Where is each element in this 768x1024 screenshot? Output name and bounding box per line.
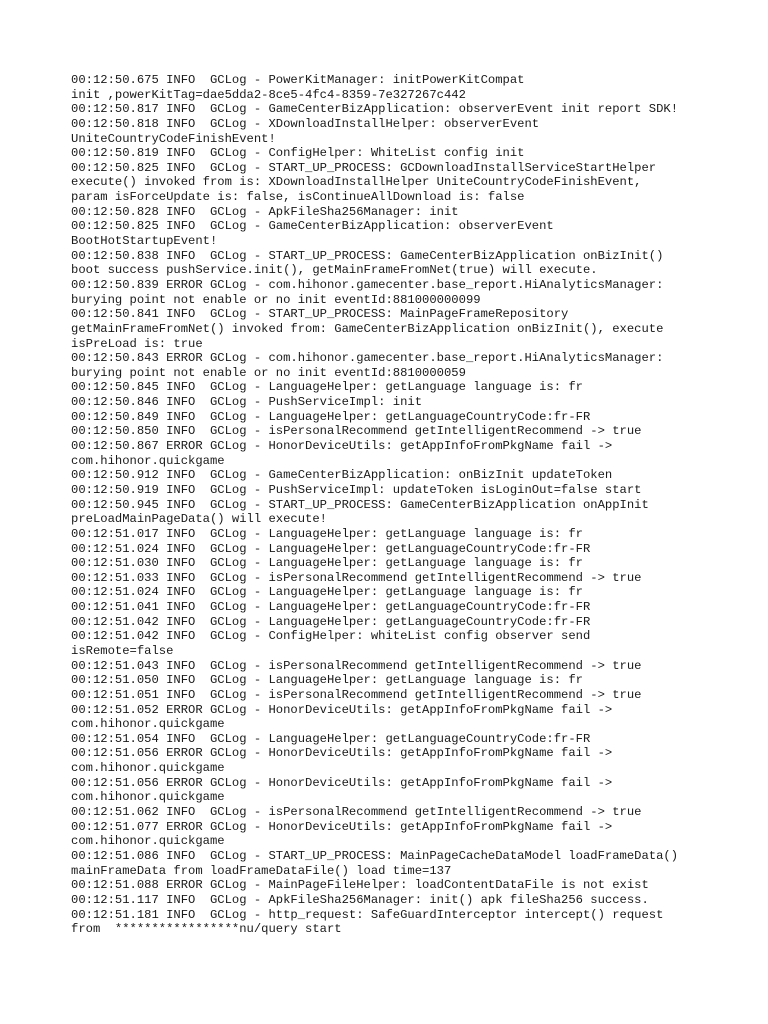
log-line: 00:12:50.817 INFO GCLog - GameCenterBizApplication: observerEvent init report SDK!	[71, 102, 679, 117]
log-line: 00:12:50.675 INFO GCLog - PowerKitManager: initPowerKitCompat	[71, 73, 525, 87]
log-line: 00:12:51.024 INFO GCLog - LanguageHelper: getLanguage language is: fr	[71, 585, 583, 600]
log-line: 00:12:50.839 ERROR GCLog - com.hihonor.gamecenter.base_report.HiAnalyticsManager:	[71, 277, 664, 292]
log-line: 00:12:50.867 ERROR GCLog - HonorDeviceUtils: getAppInfoFromPkgName fail ->	[71, 439, 613, 454]
log-line: 00:12:50.818 INFO GCLog - XDownloadInstallHelper: observerEvent	[71, 116, 540, 131]
log-line: burying point not enable or no init eventId:8810000059	[71, 365, 466, 380]
log-line: 00:12:50.919 INFO GCLog - PushServiceImpl: updateToken isLoginOut=false start	[71, 482, 642, 497]
log-line: init ,powerKitTag=dae5dda2-8ce5-4fc4-8359-7e327267c442	[71, 87, 466, 102]
log-line: 00:12:51.033 INFO GCLog - isPersonalRecommend getIntelligentRecommend -> true	[71, 570, 642, 585]
log-line: 00:12:50.828 INFO GCLog - ApkFileSha256Manager: init	[71, 204, 459, 219]
log-line: 00:12:50.838 INFO GCLog - START_UP_PROCESS: GameCenterBizApplication onBizInit()	[71, 248, 664, 263]
log-line: 00:12:51.052 ERROR GCLog - HonorDeviceUtils: getAppInfoFromPkgName fail ->	[71, 702, 613, 717]
log-line: boot success pushService.init(), getMainFrameFromNet(true) will execute.	[71, 263, 598, 278]
log-line: com.hihonor.quickgame	[71, 717, 225, 732]
log-line: execute() invoked from is: XDownloadInstallHelper UniteCountryCodeFinishEvent,	[71, 175, 642, 190]
log-line: param isForceUpdate is: false, isContinueAllDownload is: false	[71, 190, 525, 205]
log-line: 00:12:51.077 ERROR GCLog - HonorDeviceUtils: getAppInfoFromPkgName fail ->	[71, 819, 613, 834]
log-line: 00:12:50.843 ERROR GCLog - com.hihonor.gamecenter.base_report.HiAnalyticsManager:	[71, 351, 664, 366]
log-line: 00:12:51.086 INFO GCLog - START_UP_PROCESS: MainPageCacheDataModel loadFrameData()	[71, 848, 679, 863]
log-line: 00:12:51.042 INFO GCLog - LanguageHelper: getLanguageCountryCode:fr-FR	[71, 614, 591, 629]
log-line: 00:12:51.017 INFO GCLog - LanguageHelper: getLanguage language is: fr	[71, 526, 583, 541]
log-line: 00:12:50.825 INFO GCLog - GameCenterBizApplication: observerEvent	[71, 219, 554, 234]
log-line: burying point not enable or no init eventId:881000000099	[71, 292, 481, 307]
log-line: com.hihonor.quickgame	[71, 790, 225, 805]
log-line: 00:12:51.117 INFO GCLog - ApkFileSha256Manager: init() apk fileSha256 success.	[71, 892, 649, 907]
log-line: 00:12:51.062 INFO GCLog - isPersonalRecommend getIntelligentRecommend -> true	[71, 805, 642, 820]
log-line: 00:12:51.088 ERROR GCLog - MainPageFileHelper: loadContentDataFile is not exist	[71, 878, 649, 893]
log-line: 00:12:51.050 INFO GCLog - LanguageHelper: getLanguage language is: fr	[71, 673, 583, 688]
log-line: 00:12:50.849 INFO GCLog - LanguageHelper: getLanguageCountryCode:fr-FR	[71, 409, 591, 424]
log-line: 00:12:51.024 INFO GCLog - LanguageHelper: getLanguageCountryCode:fr-FR	[71, 541, 591, 556]
log-line: 00:12:50.825 INFO GCLog - START_UP_PROCESS: GCDownloadInstallServiceStartHelper	[71, 160, 657, 175]
log-line: 00:12:51.051 INFO GCLog - isPersonalRecommend getIntelligentRecommend -> true	[71, 687, 642, 702]
log-line: com.hihonor.quickgame	[71, 453, 225, 468]
log-line: 00:12:51.054 INFO GCLog - LanguageHelper: getLanguageCountryCode:fr-FR	[71, 731, 591, 746]
log-line: UniteCountryCodeFinishEvent!	[71, 131, 276, 146]
log-line: 00:12:50.845 INFO GCLog - LanguageHelper: getLanguage language is: fr	[71, 380, 583, 395]
log-line: 00:12:51.181 INFO GCLog - http_request: SafeGuardInterceptor intercept() request	[71, 907, 664, 922]
log-line: 00:12:50.841 INFO GCLog - START_UP_PROCESS: MainPageFrameRepository	[71, 307, 569, 322]
log-line: 00:12:50.945 INFO GCLog - START_UP_PROCESS: GameCenterBizApplication onAppInit	[71, 497, 649, 512]
log-line: isPreLoad is: true	[71, 336, 203, 351]
log-line: 00:12:50.912 INFO GCLog - GameCenterBizApplication: onBizInit updateToken	[71, 468, 613, 483]
log-line: BootHotStartupEvent!	[71, 234, 218, 249]
log-line: 00:12:51.056 ERROR GCLog - HonorDeviceUtils: getAppInfoFromPkgName fail ->	[71, 746, 613, 761]
log-line: 00:12:51.043 INFO GCLog - isPersonalRecommend getIntelligentRecommend -> true	[71, 658, 642, 673]
log-line: 00:12:51.030 INFO GCLog - LanguageHelper: getLanguage language is: fr	[71, 556, 583, 571]
log-line: com.hihonor.quickgame	[71, 834, 225, 849]
log-line: 00:12:51.041 INFO GCLog - LanguageHelper: getLanguageCountryCode:fr-FR	[71, 600, 591, 615]
log-text-block	[71, 73, 711, 937]
log-line: mainFrameData from loadFrameDataFile() load time=137	[71, 863, 452, 878]
log-line: preLoadMainPageData() will execute!	[71, 512, 327, 527]
log-line: 00:12:50.819 INFO GCLog - ConfigHelper: WhiteList config init	[71, 146, 525, 161]
log-line: from *****************nu/query start	[71, 922, 342, 937]
log-line: getMainFrameFromNet() invoked from: GameCenterBizApplication onBizInit(), execute	[71, 321, 664, 336]
log-line: 00:12:51.042 INFO GCLog - ConfigHelper: whiteList config observer send	[71, 629, 591, 644]
log-line: 00:12:50.846 INFO GCLog - PushServiceImpl: init	[71, 395, 423, 410]
log-line: com.hihonor.quickgame	[71, 761, 225, 776]
log-line: isRemote=false	[71, 643, 174, 658]
log-line: 00:12:50.850 INFO GCLog - isPersonalRecommend getIntelligentRecommend -> true	[71, 424, 642, 439]
log-line: 00:12:51.056 ERROR GCLog - HonorDeviceUtils: getAppInfoFromPkgName fail ->	[71, 775, 613, 790]
